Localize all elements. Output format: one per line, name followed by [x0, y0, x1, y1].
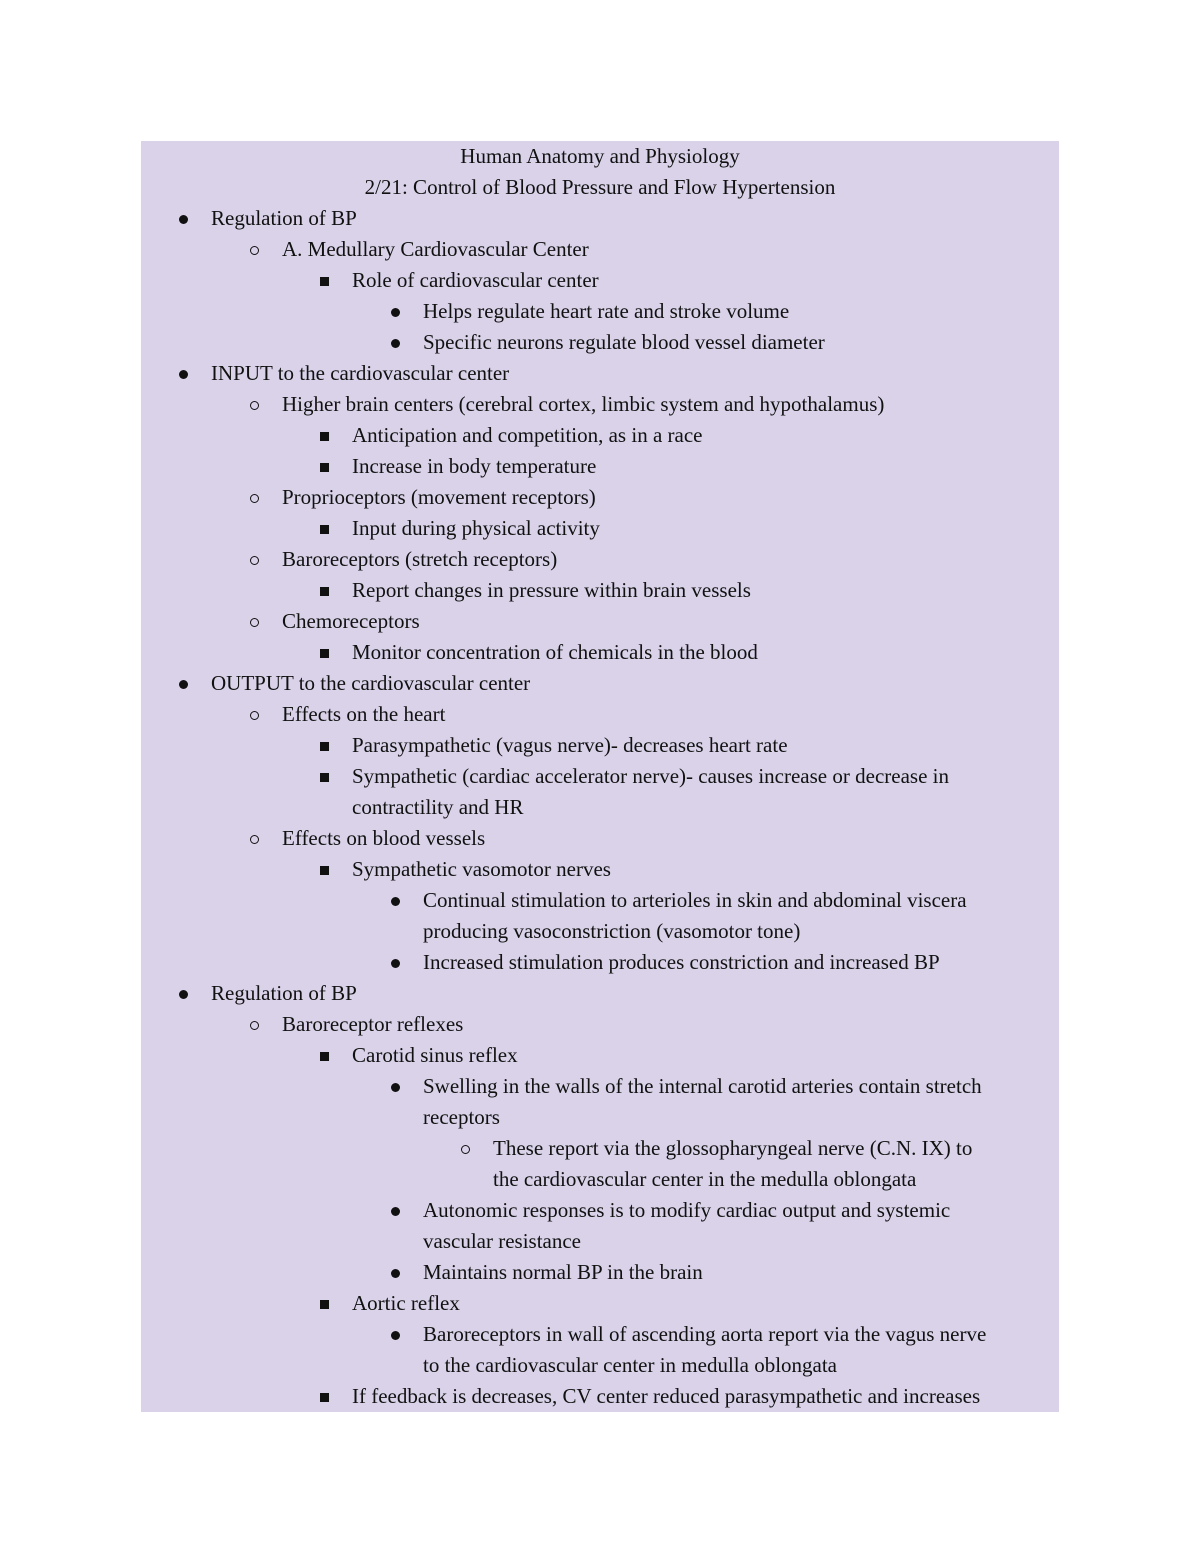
bullet-circle-icon [250, 556, 259, 565]
bullet-circle-icon [250, 246, 259, 255]
outline-line: producing vasoconstriction (vasomotor tone) [423, 919, 801, 943]
bullet-circle-icon [250, 1021, 259, 1030]
outline-line: Baroreceptor reflexes [282, 1012, 464, 1036]
highlighted-notes-block [141, 141, 1059, 1412]
outline-line: Higher brain centers (cerebral cortex, limbic system and hypothalamus) [282, 392, 885, 416]
bullet-square-icon [320, 866, 329, 875]
outline-line: Specific neurons regulate blood vessel diameter [423, 330, 825, 354]
outline-line: OUTPUT to the cardiovascular center [211, 671, 531, 695]
bullet-disc-icon [391, 959, 400, 968]
outline-line: These report via the glossopharyngeal nerve (C.N. IX) to [493, 1136, 973, 1160]
document-subtitle: 2/21: Control of Blood Pressure and Flow Hypertension [364, 175, 836, 199]
outline-line: Increased stimulation produces constriction and increased BP [423, 950, 940, 974]
outline-line: Regulation of BP [211, 981, 357, 1005]
outline-line: Anticipation and competition, as in a race [352, 423, 703, 447]
bullet-circle-icon [250, 494, 259, 503]
outline-line: Parasympathetic (vagus nerve)- decreases heart rate [352, 733, 788, 757]
outline-line: Monitor concentration of chemicals in the blood [352, 640, 758, 664]
outline-line: Input during physical activity [352, 516, 600, 540]
bullet-disc-icon [391, 1207, 400, 1216]
outline-line: Increase in body temperature [352, 454, 597, 478]
outline-line: Chemoreceptors [282, 609, 420, 633]
outline-line: contractility and HR [352, 795, 524, 819]
bullet-square-icon [320, 1052, 329, 1061]
outline-line: Effects on blood vessels [282, 826, 486, 850]
bullet-square-icon [320, 1393, 329, 1402]
bullet-circle-icon [461, 1145, 470, 1154]
bullet-square-icon [320, 525, 329, 534]
document-title: Human Anatomy and Physiology [460, 144, 740, 168]
bullet-disc-icon [179, 680, 188, 689]
bullet-disc-icon [391, 897, 400, 906]
bullet-disc-icon [391, 308, 400, 317]
bullet-circle-icon [250, 711, 259, 720]
outline-line: Report changes in pressure within brain vessels [352, 578, 751, 602]
bullet-square-icon [320, 649, 329, 658]
bullet-square-icon [320, 1300, 329, 1309]
outline-line: Proprioceptors (movement receptors) [282, 485, 596, 509]
bullet-disc-icon [391, 1331, 400, 1340]
outline-line: Maintains normal BP in the brain [423, 1260, 703, 1284]
bullet-disc-icon [179, 370, 188, 379]
bullet-square-icon [320, 432, 329, 441]
outline-line: A. Medullary Cardiovascular Center [282, 237, 589, 261]
outline-line: Helps regulate heart rate and stroke volume [423, 299, 790, 323]
outline-line: Swelling in the walls of the internal carotid arteries contain stretch [423, 1074, 982, 1098]
bullet-circle-icon [250, 618, 259, 627]
outline-line: Sympathetic (cardiac accelerator nerve)- causes increase or decrease in [352, 764, 949, 788]
outline-line: Aortic reflex [352, 1291, 460, 1315]
outline-line: If feedback is decreases, CV center reduced parasympathetic and increases [352, 1384, 981, 1408]
bullet-disc-icon [391, 1269, 400, 1278]
outline-line: vascular resistance [423, 1229, 582, 1253]
bullet-disc-icon [391, 1083, 400, 1092]
outline-line: Sympathetic vasomotor nerves [352, 857, 611, 881]
bullet-square-icon [320, 742, 329, 751]
outline-line: INPUT to the cardiovascular center [211, 361, 510, 385]
outline-line: to the cardiovascular center in medulla oblongata [423, 1353, 838, 1377]
outline-line: Carotid sinus reflex [352, 1043, 518, 1067]
outline-line: Baroreceptors in wall of ascending aorta report via the vagus nerve [423, 1322, 987, 1346]
outline-line: Autonomic responses is to modify cardiac output and systemic [423, 1198, 951, 1222]
outline-line: the cardiovascular center in the medulla oblongata [493, 1167, 917, 1191]
outline-line: Baroreceptors (stretch receptors) [282, 547, 558, 571]
bullet-circle-icon [250, 835, 259, 844]
outline-line: Regulation of BP [211, 206, 357, 230]
bullet-square-icon [320, 587, 329, 596]
bullet-disc-icon [391, 339, 400, 348]
outline-line: Role of cardiovascular center [352, 268, 599, 292]
outline-line: Continual stimulation to arterioles in skin and abdominal viscera [423, 888, 967, 912]
bullet-circle-icon [250, 401, 259, 410]
bullet-square-icon [320, 773, 329, 782]
bullet-square-icon [320, 277, 329, 286]
bullet-square-icon [320, 463, 329, 472]
outline-line: receptors [423, 1105, 500, 1129]
bullet-disc-icon [179, 215, 188, 224]
outline-line: Effects on the heart [282, 702, 446, 726]
bullet-disc-icon [179, 990, 188, 999]
